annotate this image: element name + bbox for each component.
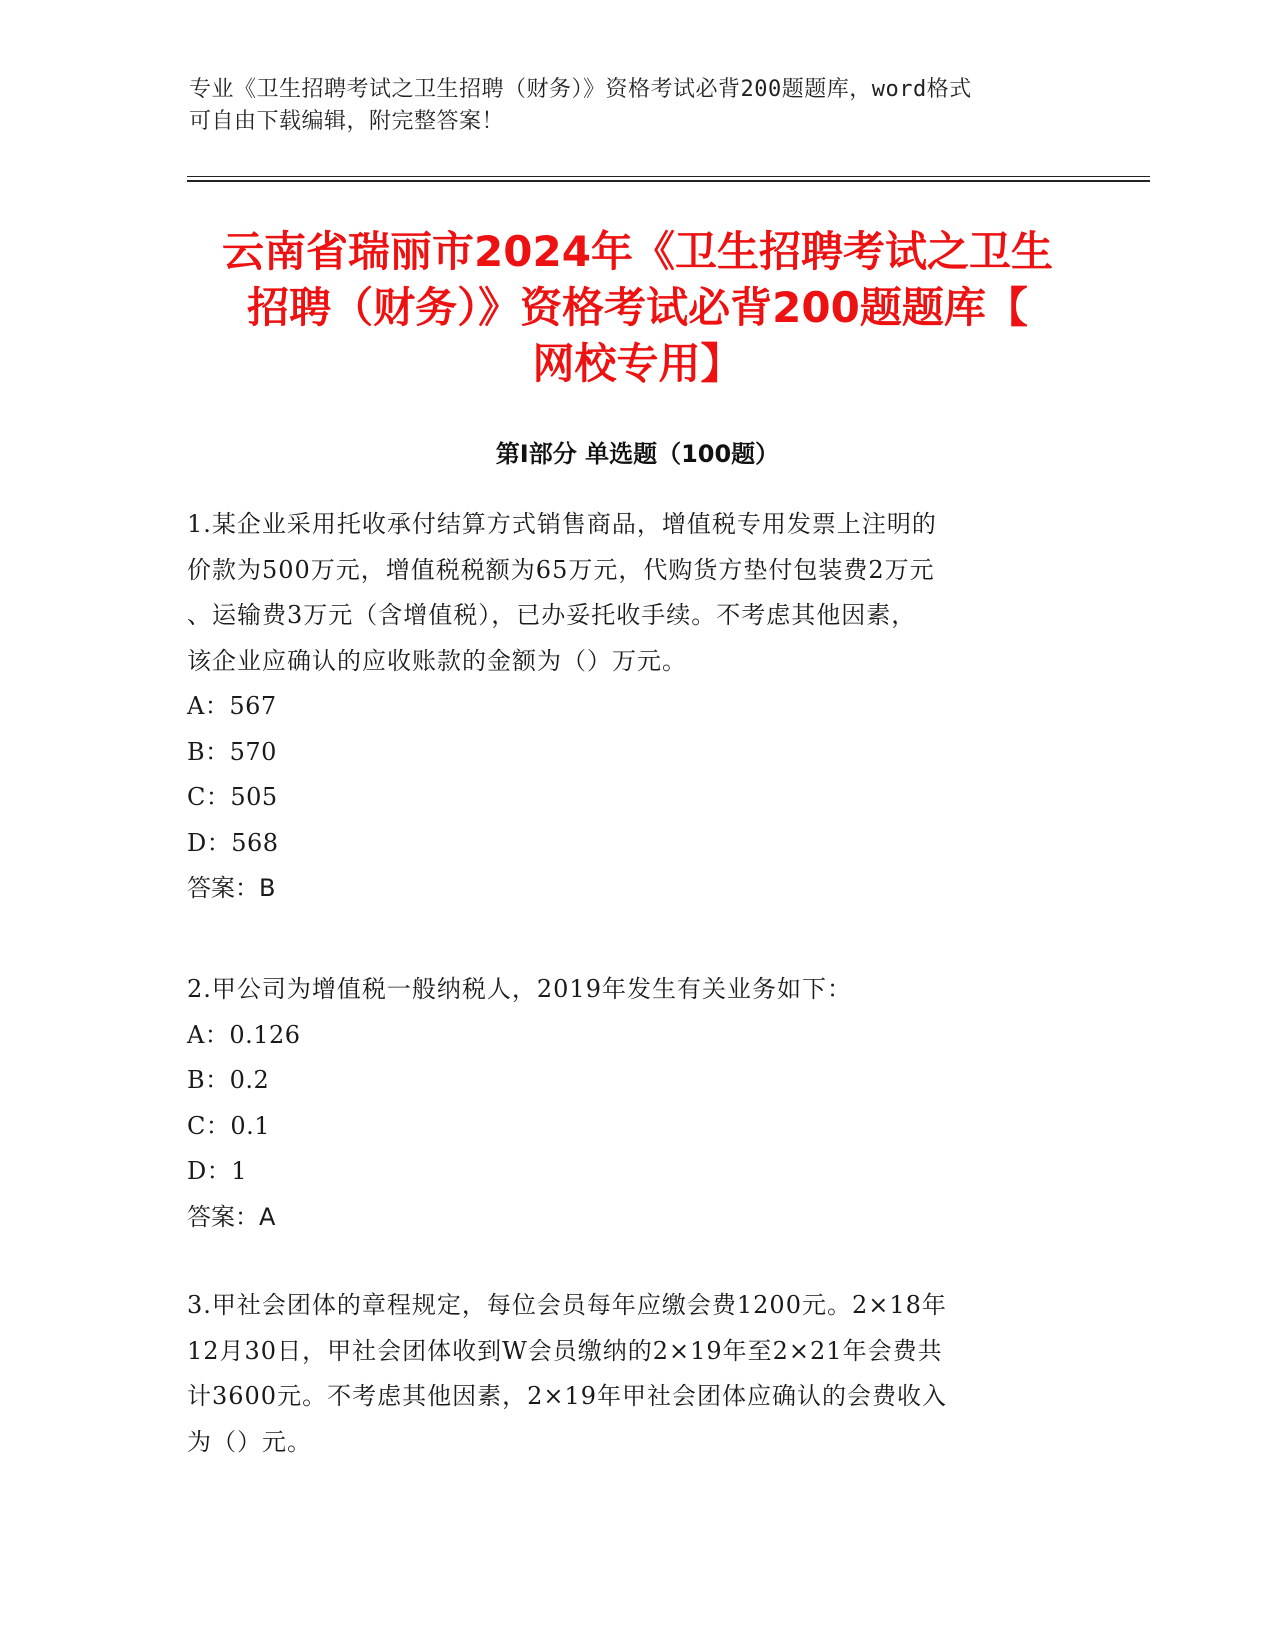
question-stem-line: 、运输费3万元（含增值税），已办妥托收手续。不考虑其他因素， <box>187 601 917 629</box>
section-heading: 第Ⅰ部分 单选题（100题） <box>495 440 780 468</box>
question-1 <box>187 502 1087 912</box>
document-title-line-2: 招聘（财务）》资格考试必背200题题库【 <box>247 283 1028 332</box>
header-note-line-2: 可自由下载编辑，附完整答案！ <box>189 109 505 134</box>
document-title-line-3: 网校专用】 <box>532 339 743 388</box>
question-stem-line: 2.甲公司为增值税一般纳税人，2019年发生有关业务如下： <box>187 975 852 1003</box>
option-b: B：570 <box>187 737 277 766</box>
option-c: C：0.1 <box>187 1111 271 1140</box>
question-stem-line: 3.甲社会团体的章程规定，每位会员每年应缴会费1200元。2×18年 <box>187 1291 947 1319</box>
question-3 <box>187 1283 1087 1465</box>
option-a: A：0.126 <box>187 1020 301 1049</box>
header-divider-thick <box>187 180 1150 182</box>
question-stem-line: 价款为500万元，增值税税额为65万元，代购货方垫付包装费2万元 <box>187 555 935 584</box>
option-d: D：568 <box>187 828 279 857</box>
option-b: B：0.2 <box>187 1066 270 1094</box>
answer-label: 答案：A <box>187 1202 276 1231</box>
header-note <box>189 74 1069 138</box>
answer-label: 答案：B <box>187 874 276 902</box>
question-2 <box>187 967 1087 1240</box>
question-stem <box>187 502 1087 684</box>
question-stem <box>187 1283 1087 1465</box>
question-stem-line: 计3600元。不考虑其他因素，2×19年甲社会团体应确认的会费收入 <box>187 1382 947 1410</box>
document-title-line-1: 云南省瑞丽市2024年《卫生招聘考试之卫生 <box>222 227 1053 276</box>
option-a: A：567 <box>187 692 277 720</box>
question-stem <box>187 967 1087 1013</box>
header-divider-thin <box>187 176 1150 177</box>
question-stem-line: 12月30日，甲社会团体收到W会员缴纳的2×19年至2×21年会费共 <box>187 1336 943 1365</box>
question-stem-line: 为（）元。 <box>187 1427 312 1456</box>
header-note-line-1: 专业《卫生招聘考试之卫生招聘（财务）》资格考试必背200题题库，word格式 <box>189 77 972 102</box>
question-stem-line: 1.某企业采用托收承付结算方式销售商品，增值税专用发票上注明的 <box>187 510 937 538</box>
document-title <box>150 224 1125 392</box>
option-c: C：505 <box>187 783 278 811</box>
option-d: D：1 <box>187 1157 248 1185</box>
question-stem-line: 该企业应确认的应收账款的金额为（）万元。 <box>187 646 687 675</box>
